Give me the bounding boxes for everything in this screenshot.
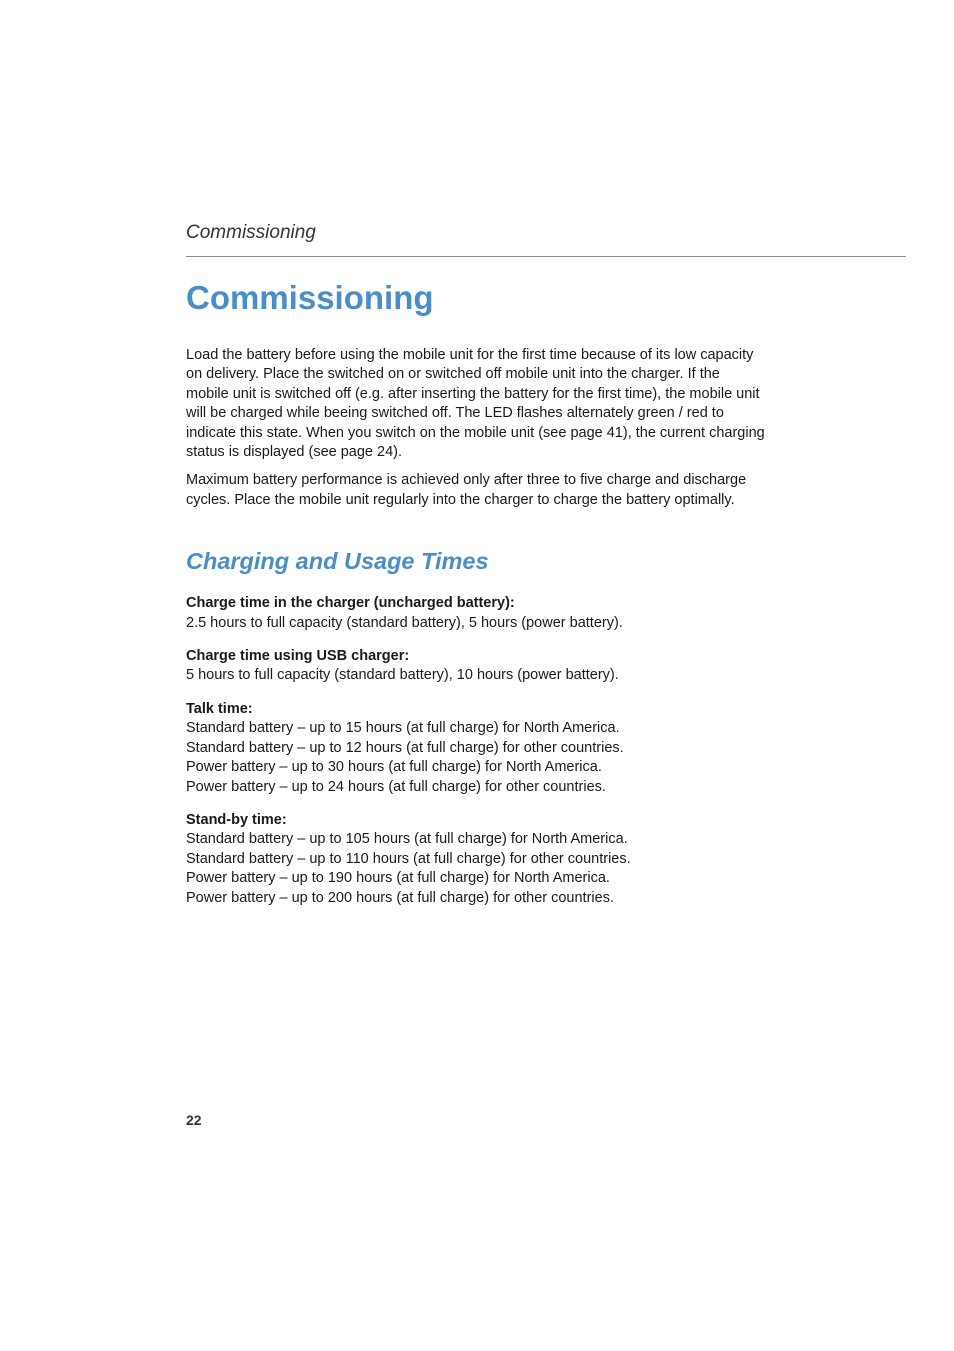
spec-label: Charge time in the charger (uncharged battery):	[186, 595, 515, 612]
page-number: 22	[186, 1112, 202, 1128]
spec-talk-time	[186, 700, 766, 797]
spec-line: Standard battery – up to 105 hours (at full charge) for North America.	[186, 831, 628, 848]
spec-line: 5 hours to full capacity (standard battery), 10 hours (power battery).	[186, 667, 619, 684]
header-rule	[186, 256, 906, 257]
intro-paragraph-1: Load the battery before using the mobile unit for the first time because of its low capacity on delivery. Place the switched on or switched off mobile unit into the charger. If the mobile unit is switched off (e.g. after inserting the battery for the first time), the mobile unit will be charged while beeing switched off. The LED flashes alternately green / red to indicate this state. When you switch on the mobile unit (see page 41), the current charging status is displayed (see page 24).	[186, 347, 765, 461]
intro-paragraph-2: Maximum battery performance is achieved only after three to five charge and discharge cycles. Place the mobile unit regularly into the charger to charge the battery optimally.	[186, 472, 747, 508]
spec-line: Standard battery – up to 12 hours (at full charge) for other countries.	[186, 739, 624, 756]
running-header: Commissioning	[186, 222, 316, 243]
spec-label: Stand-by time:	[186, 811, 287, 828]
spec-charge-time-charger	[186, 594, 766, 633]
spec-line: Standard battery – up to 15 hours (at full charge) for North America.	[186, 720, 620, 737]
spec-line: 2.5 hours to full capacity (standard battery), 5 hours (power battery).	[186, 614, 623, 631]
spec-label: Charge time using USB charger:	[186, 648, 410, 665]
spec-charge-time-usb	[186, 647, 766, 686]
spec-line: Power battery – up to 190 hours (at full charge) for North America.	[186, 870, 610, 887]
spec-line: Power battery – up to 24 hours (at full charge) for other countries.	[186, 778, 606, 795]
page-title: Commissioning	[186, 279, 434, 316]
main-content	[186, 346, 766, 922]
spec-standby-time	[186, 811, 766, 908]
spec-line: Power battery – up to 200 hours (at full charge) for other countries.	[186, 889, 614, 906]
section-heading: Charging and Usage Times	[186, 548, 489, 575]
spec-label: Talk time:	[186, 700, 253, 717]
spec-line: Power battery – up to 30 hours (at full charge) for North America.	[186, 759, 602, 776]
spec-line: Standard battery – up to 110 hours (at full charge) for other countries.	[186, 850, 631, 867]
